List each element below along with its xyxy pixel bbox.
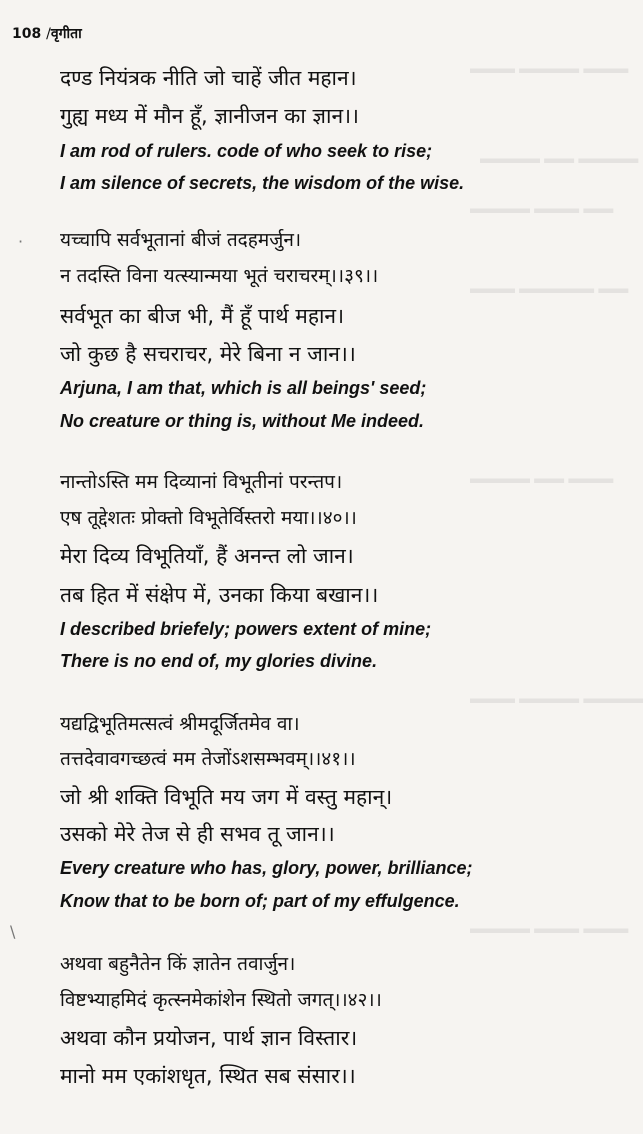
sanskrit-line: नान्तोऽस्ति मम दिव्यानां विभूतीनां परन्तप। bbox=[60, 471, 343, 493]
verse-line: मानो मम एकांशधृत, स्थित सब संसार।। bbox=[60, 1064, 356, 1088]
translation-line: I am rod of rulers. code of who seek to rise; bbox=[60, 141, 433, 161]
verse-line: गुह्य मध्य में मौन हूँ, ज्ञानीजन का ज्ञान।। bbox=[60, 104, 360, 128]
sanskrit-line: एष तूद्देशतः प्रोक्तो विभूतेर्विस्तरो मया।।४०।। bbox=[60, 507, 357, 529]
translation-line: Arjuna, I am that, which is all beings' seed; bbox=[60, 378, 427, 398]
verse-line: मेरा दिव्य विभूतियाँ, हैं अनन्त लो जान। bbox=[60, 544, 354, 568]
stray-mark: · bbox=[18, 232, 24, 251]
stray-mark: \ bbox=[10, 922, 16, 941]
bleed-through-texture: ▬▬▬ ▬▬▬▬ ▬▬▬ ▬▬▬▬ ▬▬ ▬▬▬▬ ▬▬▬▬ ▬▬▬ ▬▬ ▬▬▬ ▬▬▬▬▬ ▬▬ ▬▬▬▬ ▬▬ ▬▬▬ ▬▬▬ ▬▬▬▬ ▬▬▬▬ ▬▬▬▬ ▬▬▬ ▬▬▬ bbox=[470, 60, 643, 937]
page-header bbox=[12, 24, 82, 43]
verse-line: जो कुछ है सचराचर, मेरे बिना न जान।। bbox=[60, 342, 356, 366]
book-title: वृगीता bbox=[50, 26, 82, 42]
translation-line: Every creature who has, glory, power, brilliance; bbox=[60, 858, 473, 878]
translation-line: No creature or thing is, without Me indeed. bbox=[60, 411, 425, 431]
sanskrit-line: विष्टभ्याहमिदं कृत्स्नमेकांशेन स्थितो जगत्।।४२।। bbox=[60, 989, 382, 1011]
translation-line: I am silence of secrets, the wisdom of the wise. bbox=[60, 173, 465, 193]
sanskrit-line: अथवा बहुनैतेन किं ज्ञातेन तवार्जुन। bbox=[60, 953, 296, 975]
verse-line: अथवा कौन प्रयोजन, पार्थ ज्ञान विस्तार। bbox=[60, 1026, 358, 1050]
translation-line: I described briefely; powers extent of mine; bbox=[60, 619, 432, 639]
verse-line: उसको मेरे तेज से ही सभव तू जान।। bbox=[60, 822, 335, 846]
translation-line: There is no end of, my glories divine. bbox=[60, 651, 378, 671]
sanskrit-line: तत्तदेवावगच्छत्वं मम तेजोंऽशसम्भवम्।।४१।। bbox=[60, 748, 356, 770]
translation-line: Know that to be born of; part of my effulgence. bbox=[60, 891, 460, 911]
sanskrit-line: न तदस्ति विना यत्स्यान्मया भूतं चराचरम्।।३९।। bbox=[60, 265, 379, 287]
page-number: 108 bbox=[12, 26, 42, 42]
verse-line: दण्ड नियंत्रक नीति जो चाहें जीत महान। bbox=[60, 66, 357, 90]
sanskrit-line: यद्यद्विभूतिमत्सत्वं श्रीमदूर्जितमेव वा। bbox=[60, 713, 300, 735]
verse-line: जो श्री शक्ति विभूति मय जग में वस्तु महान्। bbox=[60, 785, 393, 809]
verse-line: तब हित में संक्षेप में, उनका किया बखान।। bbox=[60, 583, 379, 607]
verse-line: सर्वभूत का बीज भी, मैं हूँ पार्थ महान। bbox=[60, 304, 345, 328]
sanskrit-line: यच्चापि सर्वभूतानां बीजं तदहमर्जुन। bbox=[60, 229, 302, 251]
header-separator: / bbox=[46, 26, 51, 42]
